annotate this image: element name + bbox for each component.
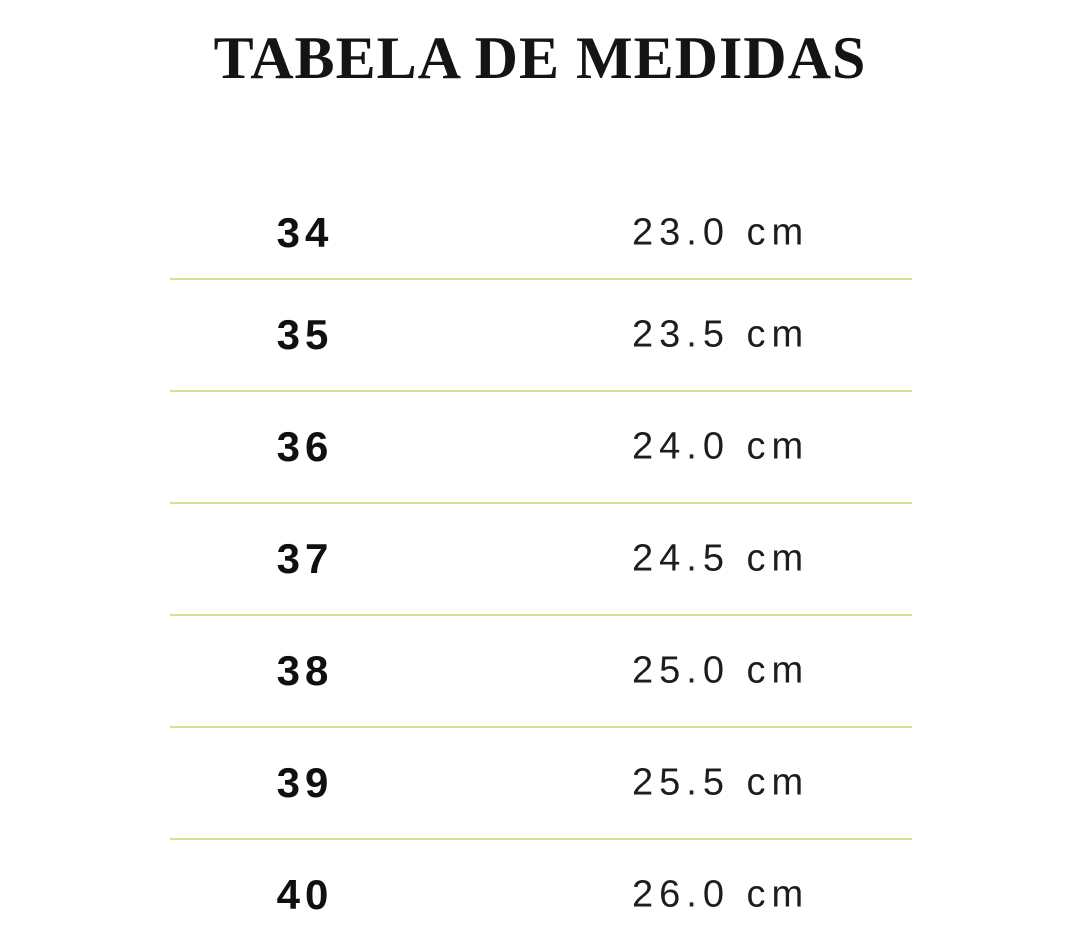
size-value: 39 (276, 759, 334, 806)
size-table (170, 168, 912, 950)
table-row (170, 280, 912, 392)
measurement-value: 26.0 cm (632, 873, 810, 916)
table-row (170, 840, 912, 950)
table-row (170, 168, 912, 280)
size-value: 40 (276, 871, 334, 918)
table-row (170, 392, 912, 504)
size-value: 34 (276, 209, 334, 256)
size-value: 38 (276, 647, 334, 694)
measurement-value: 24.5 cm (632, 537, 810, 580)
measurement-value: 24.0 cm (632, 425, 810, 468)
table-row (170, 504, 912, 616)
measurement-value: 25.0 cm (632, 649, 810, 692)
size-value: 37 (276, 535, 334, 582)
table-row (170, 616, 912, 728)
page-title: TABELA DE MEDIDAS (213, 25, 867, 91)
measurement-value: 23.5 cm (632, 313, 810, 356)
measurement-value: 23.0 cm (632, 211, 810, 254)
measurement-value: 25.5 cm (632, 761, 810, 804)
table-row (170, 728, 912, 840)
size-value: 36 (276, 423, 334, 470)
size-value: 35 (276, 311, 334, 358)
